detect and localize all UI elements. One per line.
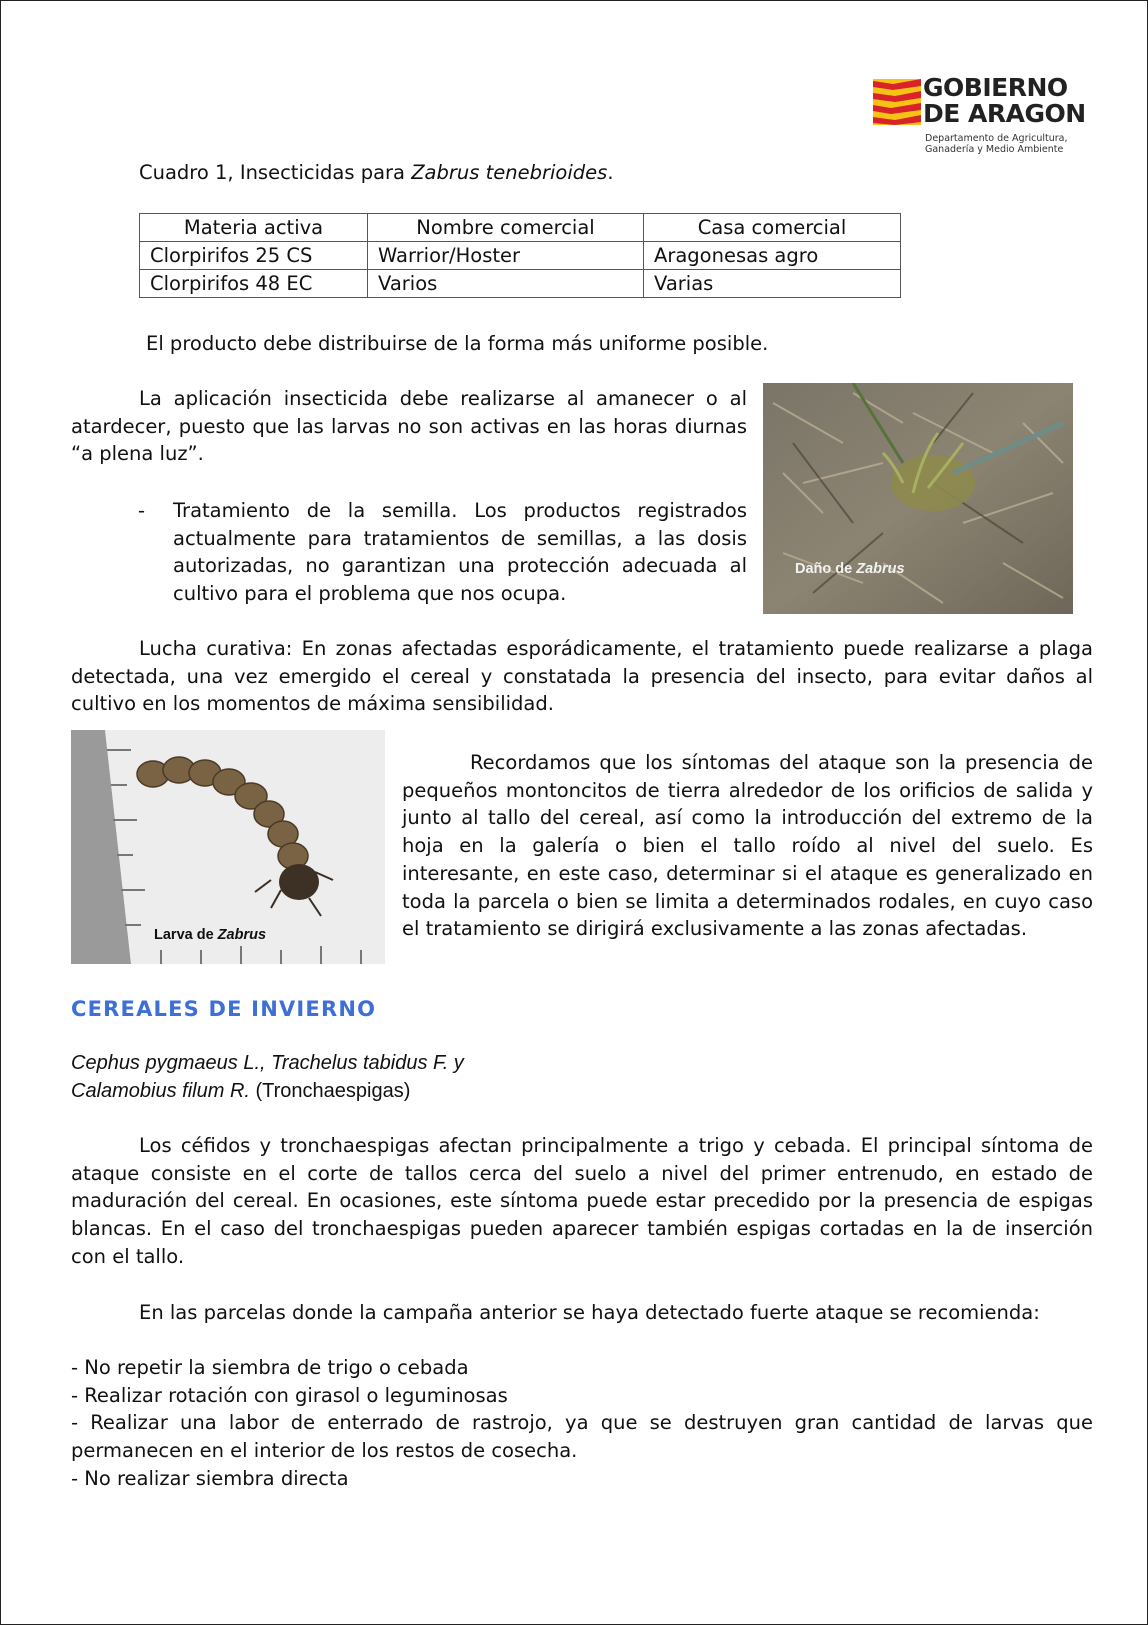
gobierno-aragon-logo bbox=[873, 75, 1087, 159]
table-row bbox=[140, 270, 901, 298]
list-item: - Realizar rotación con girasol o leguminosas bbox=[71, 1383, 508, 1407]
larva-caption-prefix: Larva de bbox=[154, 927, 218, 943]
list-item: - No repetir la siembra de trigo o cebada bbox=[71, 1356, 469, 1379]
paragraph-recommend: En las parcelas donde la campaña anterior se haya detectado fuerte ataque se recomienda: bbox=[139, 1301, 1040, 1324]
damage-caption-prefix: Daño de bbox=[795, 561, 857, 577]
logo-line-2: DE ARAGON bbox=[923, 99, 1086, 128]
table-header-cell: Nombre comercial bbox=[368, 214, 644, 242]
paragraph-cephids: Los céfidos y tronchaespigas afectan principalmente a trigo y cebada. El principal síntoma de ataque consiste en el corte de tallos cerca del suelo a nivel del primer entrenudo, en estado de maduración del cereal. En ocasiones, este síntoma puede estar precedido por la presencia de espigas blancas. En el caso del tronchaespigas pueden aparecer también espigas cortadas en la de inserción con el tallo. bbox=[71, 1134, 1093, 1268]
table-row bbox=[140, 242, 901, 270]
bullet-dash: - bbox=[138, 499, 146, 522]
damage-photo-image bbox=[763, 383, 1073, 614]
logo-sub-line-1: Departamento de Agricultura, bbox=[925, 133, 1068, 144]
aragon-flag-icon bbox=[873, 79, 921, 125]
table-caption-species: Zabrus tenebrioides bbox=[411, 161, 608, 184]
list-item: - Realizar una labor de enterrado de rastrojo, ya que se destruyen gran cantidad de larvas que permanecen en el interior de los restos de cosecha. bbox=[71, 1411, 1093, 1463]
table-caption-prefix: Cuadro 1, Insecticidas para bbox=[139, 161, 412, 184]
bullet-seed-treatment: Tratamiento de la semilla. Los productos registrados actualmente para tratamientos de semillas, a las dosis autorizadas, no garantizan una protección adecuada al cultivo para el problema que nos ocupa. bbox=[173, 499, 747, 606]
species-heading-species: Calamobius filum R. bbox=[71, 1079, 250, 1102]
section-heading: CEREALES DE INVIERNO bbox=[71, 997, 377, 1021]
species-heading-common: (Tronchaespigas) bbox=[249, 1079, 411, 1102]
table-caption-suffix: . bbox=[607, 161, 614, 184]
table-header-cell: Casa comercial bbox=[644, 214, 901, 242]
species-heading-line-1: Cephus pygmaeus L., Trachelus tabidus F. y bbox=[71, 1052, 464, 1074]
table-header-cell: Materia activa bbox=[140, 214, 368, 242]
paragraph-uniform: El producto debe distribuirse de la forma más uniforme posible. bbox=[146, 332, 769, 355]
paragraph-application: La aplicación insecticida debe realizarse al amanecer o al atardecer, puesto que las larvas no son activas en las horas diurnas “a plena luz”. bbox=[71, 387, 747, 466]
paragraph-curative: Lucha curativa: En zonas afectadas esporádicamente, el tratamiento puede realizarse a plaga detectada, una vez emergido el cereal y constatada la presencia del insecto, para evitar daños al cultivo en los momentos de máxima sensibilidad. bbox=[71, 637, 1093, 716]
table-cell: Varias bbox=[644, 270, 901, 298]
table-cell: Clorpirifos 25 CS bbox=[140, 242, 368, 270]
larva-photo-caption bbox=[154, 927, 266, 943]
table-cell: Clorpirifos 48 EC bbox=[140, 270, 368, 298]
zabrus-damage-photo bbox=[763, 383, 1073, 614]
damage-caption-species: Zabrus bbox=[856, 561, 905, 577]
logo-subtitle bbox=[925, 133, 1068, 155]
list-item: - No realizar siembra directa bbox=[71, 1466, 349, 1490]
logo-sub-line-2: Ganadería y Medio Ambiente bbox=[925, 144, 1064, 155]
recommendation-list bbox=[71, 1354, 1093, 1493]
logo-line-1: GOBIERNO bbox=[923, 73, 1068, 102]
table-header-row bbox=[140, 214, 901, 242]
table-cell: Warrior/Hoster bbox=[368, 242, 644, 270]
damage-photo-caption bbox=[795, 561, 905, 577]
larva-caption-species: Zabrus bbox=[217, 927, 267, 943]
table-cell: Varios bbox=[368, 270, 644, 298]
zabrus-larva-photo bbox=[71, 730, 385, 964]
paragraph-symptoms: Recordamos que los síntomas del ataque son la presencia de pequeños montoncitos de tierra alrededor de los orificios de salida y junto al tallo del cereal, así como la introducción del extremo de la hoja en la galería o bien el tallo roído al nivel del suelo. Es interesante, en este caso, determinar si el ataque es generalizado en toda la parcela o bien se limita a determinados rodales, en cuyo caso el tratamiento se dirigirá exclusivamente a las zonas afectadas. bbox=[402, 751, 1093, 941]
insecticide-table bbox=[139, 213, 901, 298]
species-heading bbox=[71, 1050, 464, 1105]
table-caption bbox=[139, 159, 614, 187]
table-cell: Aragonesas agro bbox=[644, 242, 901, 270]
